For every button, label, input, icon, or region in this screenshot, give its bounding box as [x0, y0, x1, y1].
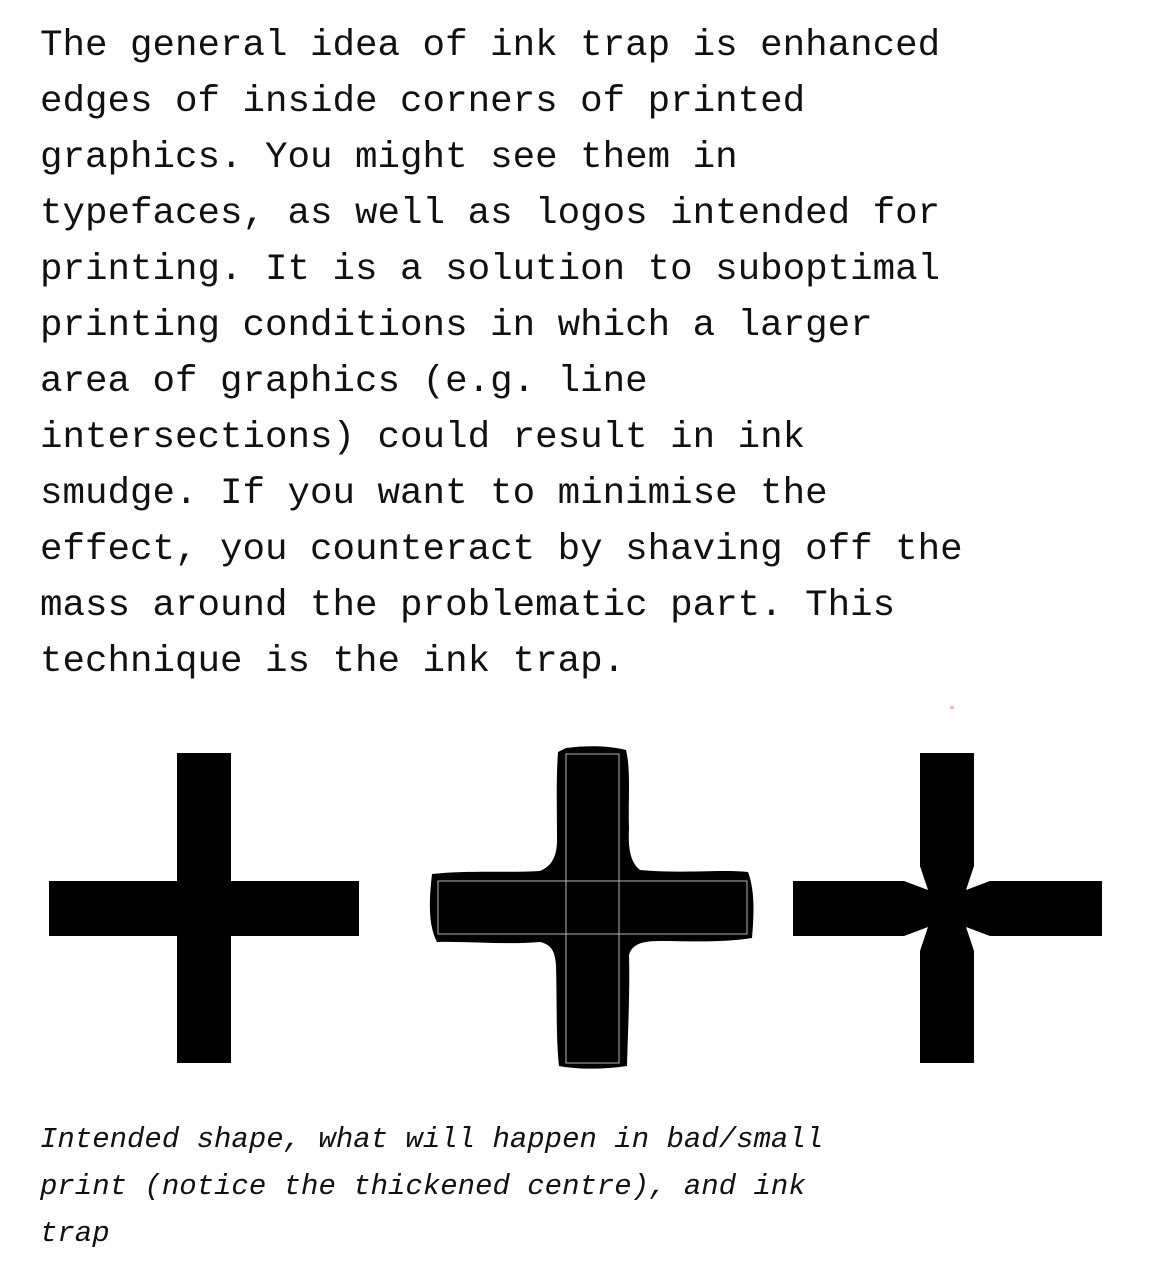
plus-icon — [49, 753, 359, 1063]
ink-trap-figure — [0, 740, 1150, 1080]
stray-mark — [950, 706, 954, 709]
ink-trap-plus-icon — [793, 753, 1102, 1063]
article — [40, 18, 1130, 690]
figure-caption: Intended shape, what will happen in bad/small print (notice the thickened centre), and ink trap — [40, 1123, 824, 1250]
smudged-plus-icon — [430, 746, 754, 1068]
body-paragraph: The general idea of ink trap is enhanced edges of inside corners of printed graphics. You might see them in typefaces, as well as logos intended for printing. It is a solution to suboptimal printing conditions in which a larger area of graphics (e.g. line intersections) could result in ink smudge. If you want to minimise the effect, you counteract by shaving off the mass around the problematic part. This technique is the ink trap. — [40, 25, 963, 683]
